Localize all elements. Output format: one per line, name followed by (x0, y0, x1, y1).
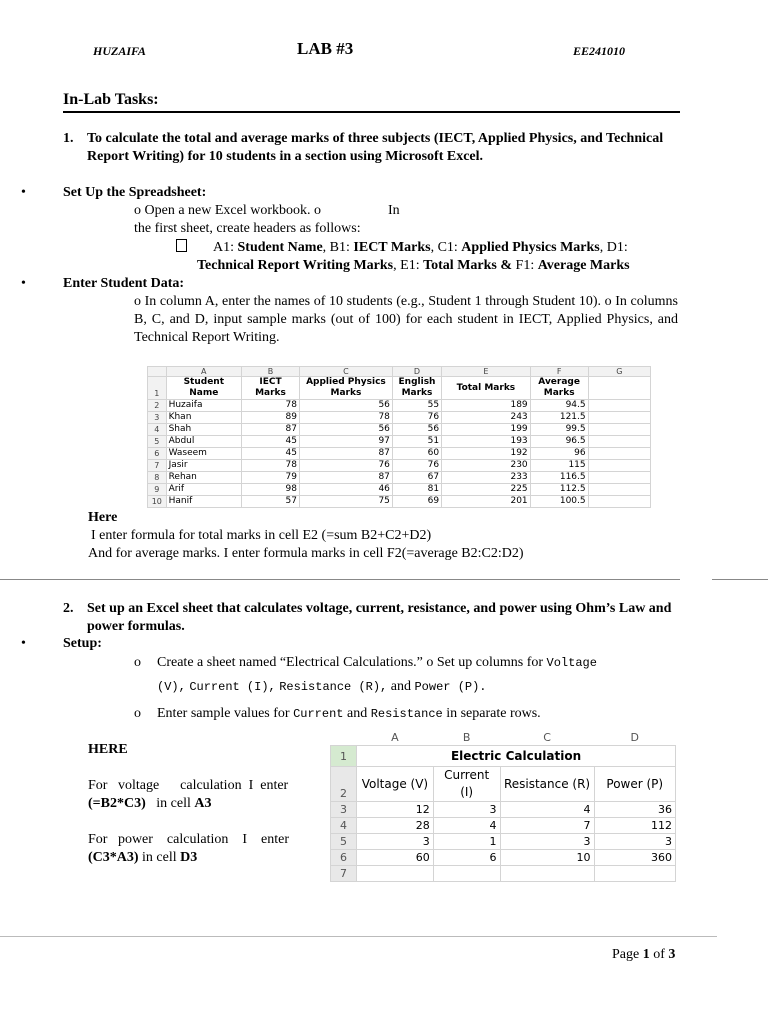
student-name-cell: Arif (166, 484, 241, 496)
empty-cell (588, 496, 650, 508)
column-header: C (500, 730, 594, 746)
here-label: Here (88, 510, 118, 525)
marks-cell: 79 (242, 472, 300, 484)
marks-cell: 98 (242, 484, 300, 496)
task1-data-paragraph: o In column A, enter the names of 10 students (e.g., Student 1 through Student 10). o In columns B, C, and D, input sample marks (out of 100) for each student in IECT, Applied Physics, and Technical Report Writing. (134, 294, 678, 345)
task1-sub-headers: the first sheet, create headers as follows: (134, 221, 361, 236)
here-label: HERE (88, 742, 128, 757)
task2-text: Set up an Excel sheet that calculates voltage, current, resistance, and power using Ohm’s Law and power formulas. (87, 601, 672, 634)
value-cell: 28 (357, 818, 434, 834)
marks-cell: 94.5 (530, 400, 588, 412)
bullet-icon: • (21, 185, 26, 200)
row-number: 1 (331, 746, 357, 767)
marks-cell: 112.5 (530, 484, 588, 496)
marks-cell: 192 (442, 448, 531, 460)
column-header: B (433, 730, 500, 746)
power-note-line1: For power calculation I enter (88, 832, 289, 847)
column-header: D (594, 730, 675, 746)
electric-spreadsheet (330, 730, 676, 882)
header-cell: Current (I) (433, 767, 500, 802)
voltage-note-line1: For voltage calculation I enter (88, 778, 289, 793)
row-number: 3 (331, 802, 357, 818)
header-cell: Applied Physics Marks (299, 377, 392, 400)
row-number: 7 (148, 460, 167, 472)
marks-cell: 100.5 (530, 496, 588, 508)
column-header: G (588, 367, 650, 377)
table-row (331, 834, 676, 850)
column-header: A (166, 367, 241, 377)
value-cell (357, 866, 434, 882)
marks-cell: 76 (392, 412, 441, 424)
task1-bullet-data: Enter Student Data: (63, 276, 185, 291)
header-cell: Average Marks (530, 377, 588, 400)
marks-cell: 78 (242, 400, 300, 412)
marks-cell: 225 (442, 484, 531, 496)
marks-cell: 51 (392, 436, 441, 448)
value-cell: 3 (433, 802, 500, 818)
missing-glyph-icon (176, 239, 187, 252)
marks-cell: 87 (242, 424, 300, 436)
table-row (148, 496, 651, 508)
corner-cell (148, 367, 167, 377)
student-name-cell: Jasir (166, 460, 241, 472)
student-name-cell: Shah (166, 424, 241, 436)
table-row (148, 460, 651, 472)
section-divider (0, 579, 680, 580)
marks-cell: 96.5 (530, 436, 588, 448)
page-number: Page 1 of 3 (612, 947, 676, 962)
row-number: 6 (148, 448, 167, 460)
task2-sub2-marker: o (134, 706, 141, 721)
task2-sub2-line: Enter sample values for Current and Resistance in separate rows. (157, 706, 541, 721)
student-name-cell: Rehan (166, 472, 241, 484)
student-name-cell: Hanif (166, 496, 241, 508)
voltage-note-line2: (=B2*C3) in cell A3 (88, 796, 212, 811)
task2-sub1-line1: Create a sheet named “Electrical Calculations.” o Set up columns for Voltage (157, 655, 597, 670)
empty-cell (588, 436, 650, 448)
marks-cell: 67 (392, 472, 441, 484)
task1-bullet-setup: Set Up the Spreadsheet: (63, 185, 207, 200)
marks-cell: 56 (299, 424, 392, 436)
value-cell: 3 (594, 834, 675, 850)
marks-cell: 56 (299, 400, 392, 412)
table-row (148, 412, 651, 424)
row-number: 8 (148, 472, 167, 484)
row-number: 6 (331, 850, 357, 866)
table-row (148, 424, 651, 436)
marks-cell: 76 (299, 460, 392, 472)
bullet-icon: • (21, 276, 26, 291)
row-number: 10 (148, 496, 167, 508)
task2-sub1-marker: o (134, 655, 141, 670)
marks-cell: 99.5 (530, 424, 588, 436)
row-number: 5 (148, 436, 167, 448)
column-header: A (357, 730, 434, 746)
marks-cell: 45 (242, 436, 300, 448)
value-cell: 3 (500, 834, 594, 850)
value-cell (594, 866, 675, 882)
table-row (331, 866, 676, 882)
marks-cell: 60 (392, 448, 441, 460)
empty-cell (588, 460, 650, 472)
marks-cell: 75 (299, 496, 392, 508)
marks-cell: 57 (242, 496, 300, 508)
empty-cell (588, 377, 650, 400)
marks-cell: 96 (530, 448, 588, 460)
marks-cell: 116.5 (530, 472, 588, 484)
table-row (148, 448, 651, 460)
header-cell: Student Name (166, 377, 241, 400)
value-cell: 6 (433, 850, 500, 866)
heading-underline (63, 111, 680, 113)
value-cell: 60 (357, 850, 434, 866)
empty-cell (588, 400, 650, 412)
task1-sub-in: In (388, 203, 400, 218)
column-header: B (242, 367, 300, 377)
table-row (148, 472, 651, 484)
marks-cell: 45 (242, 448, 300, 460)
value-cell: 10 (500, 850, 594, 866)
task2-number: 2. (63, 601, 74, 616)
column-header: D (392, 367, 441, 377)
value-cell: 4 (500, 802, 594, 818)
marks-spreadsheet (147, 366, 651, 508)
empty-cell (588, 472, 650, 484)
table-row (148, 400, 651, 412)
row-number: 2 (148, 400, 167, 412)
row-number: 2 (331, 767, 357, 802)
marks-cell: 87 (299, 448, 392, 460)
marks-cell: 199 (442, 424, 531, 436)
table-row (331, 802, 676, 818)
value-cell (500, 866, 594, 882)
value-cell: 112 (594, 818, 675, 834)
value-cell: 360 (594, 850, 675, 866)
task1-header-line2: Technical Report Writing Marks, E1: Total Marks & F1: Average Marks (197, 258, 630, 273)
row-number: 4 (331, 818, 357, 834)
header-cell: Total Marks (442, 377, 531, 400)
row-number: 3 (148, 412, 167, 424)
marks-cell: 69 (392, 496, 441, 508)
column-header: E (442, 367, 531, 377)
marks-cell: 46 (299, 484, 392, 496)
header-cell: Power (P) (594, 767, 675, 802)
marks-cell: 230 (442, 460, 531, 472)
student-name-cell: Abdul (166, 436, 241, 448)
row-number: 5 (331, 834, 357, 850)
column-header: C (299, 367, 392, 377)
empty-cell (588, 448, 650, 460)
footer-divider (0, 936, 717, 937)
task2-sub1-line2: (V), Current (I), Resistance (R), and Power (P). (157, 679, 487, 694)
task1-sub-open: o Open a new Excel workbook. o (134, 203, 322, 218)
average-formula-note: And for average marks. I enter formula marks in cell F2(=average B2:C2:D2) (88, 546, 524, 561)
task2-setup: Setup: (63, 636, 102, 651)
value-cell: 1 (433, 834, 500, 850)
section-divider (712, 579, 768, 580)
header-cell: IECT Marks (242, 377, 300, 400)
marks-cell: 233 (442, 472, 531, 484)
corner-cell (331, 730, 357, 746)
marks-cell: 189 (442, 400, 531, 412)
bullet-icon: • (21, 636, 26, 651)
section-heading: In-Lab Tasks: (63, 91, 159, 108)
marks-cell: 78 (299, 412, 392, 424)
header-cell: Voltage (V) (357, 767, 434, 802)
row-number: 4 (148, 424, 167, 436)
column-header: F (530, 367, 588, 377)
table-row (148, 484, 651, 496)
marks-cell: 76 (392, 460, 441, 472)
header-cell: Resistance (R) (500, 767, 594, 802)
empty-cell (588, 484, 650, 496)
value-cell: 4 (433, 818, 500, 834)
marks-cell: 97 (299, 436, 392, 448)
row-number: 1 (148, 377, 167, 400)
value-cell: 3 (357, 834, 434, 850)
student-name-cell: Khan (166, 412, 241, 424)
task1-number: 1. (63, 131, 74, 146)
task1-text: To calculate the total and average marks of three subjects (IECT, Applied Physics, and Technical Report Writing) for 10 students in a section using Microsoft Excel. (87, 131, 664, 164)
marks-cell: 81 (392, 484, 441, 496)
marks-cell: 56 (392, 424, 441, 436)
table-row (148, 436, 651, 448)
power-note-line2: (C3*A3) in cell D3 (88, 850, 198, 865)
marks-cell: 89 (242, 412, 300, 424)
student-name-cell: Huzaifa (166, 400, 241, 412)
value-cell (433, 866, 500, 882)
marks-cell: 201 (442, 496, 531, 508)
marks-cell: 115 (530, 460, 588, 472)
empty-cell (588, 412, 650, 424)
value-cell: 12 (357, 802, 434, 818)
marks-cell: 55 (392, 400, 441, 412)
value-cell: 7 (500, 818, 594, 834)
value-cell: 36 (594, 802, 675, 818)
row-number: 9 (148, 484, 167, 496)
marks-cell: 121.5 (530, 412, 588, 424)
student-id: EE241010 (573, 44, 626, 58)
student-name-cell: Waseem (166, 448, 241, 460)
marks-cell: 78 (242, 460, 300, 472)
lab-title: LAB #3 (297, 39, 354, 58)
total-formula-note: I enter formula for total marks in cell E2 (=sum B2+C2+D2) (91, 528, 432, 543)
marks-cell: 243 (442, 412, 531, 424)
header-cell: English Marks (392, 377, 441, 400)
author-name: HUZAIFA (93, 44, 146, 58)
row-number: 7 (331, 866, 357, 882)
sheet-title: Electric Calculation (357, 746, 676, 767)
table-row (331, 850, 676, 866)
task1-header-line1: A1: Student Name, B1: IECT Marks, C1: Applied Physics Marks, D1: (176, 239, 680, 257)
marks-cell: 193 (442, 436, 531, 448)
table-row (331, 818, 676, 834)
empty-cell (588, 424, 650, 436)
marks-cell: 87 (299, 472, 392, 484)
